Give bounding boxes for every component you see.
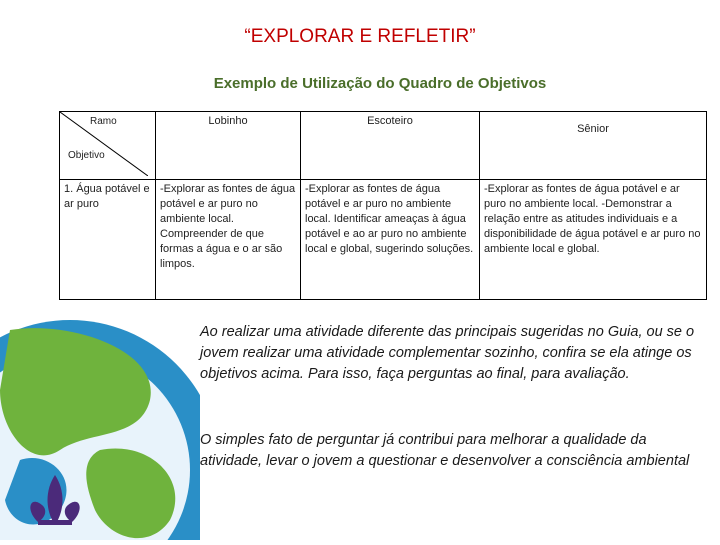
paragraph-1: Ao realizar uma atividade diferente das principais sugeridas no Guia, ou se o jovem realizar uma atividade complementar sozinho, confira se ela atinge os objetivos acima. Para isso, faça perguntas ao final, para avaliação.: [200, 324, 695, 382]
column-header-escoteiro: Escoteiro: [301, 112, 480, 180]
table-header-row: [60, 112, 707, 180]
corner-label-ramo: Ramo: [90, 116, 117, 127]
column-header-lobinho: Lobinho: [156, 112, 301, 180]
cell-lobinho: -Explorar as fontes de água potável e ar puro no ambiente local. Compreender de que formas a água e o ar são limpos.: [156, 180, 301, 300]
paragraph-2: O simples fato de perguntar já contribui para melhorar a qualidade da atividade, levar o jovem a questionar e desenvolver a consciência ambiental: [200, 432, 690, 469]
objective-cell: 1. Água potável e ar puro: [60, 180, 156, 300]
column-header-senior: Sênior: [480, 112, 707, 180]
page-title: “EXPLORAR E REFLETIR”: [244, 26, 476, 47]
cell-escoteiro: -Explorar as fontes de água potável e ar puro no ambiente local. Identificar ameaças à água potável e ao ar puro no ambiente local e global, sugerindo soluções.: [301, 180, 480, 300]
cell-senior: -Explorar as fontes de água potável e ar puro no ambiente local. -Demonstrar a relação entre as atitudes individuais e a disponibilidade de água potável e ar puro no ambiente local e global.: [480, 180, 707, 300]
table-row: [60, 180, 707, 300]
page-subtitle: Exemplo de Utilização do Quadro de Objetivos: [213, 75, 547, 92]
objectives-table: [59, 111, 707, 300]
corner-label-objetivo: Objetivo: [68, 150, 105, 161]
table-corner-cell: [60, 112, 156, 180]
environment-badge-logo: [0, 310, 200, 545]
